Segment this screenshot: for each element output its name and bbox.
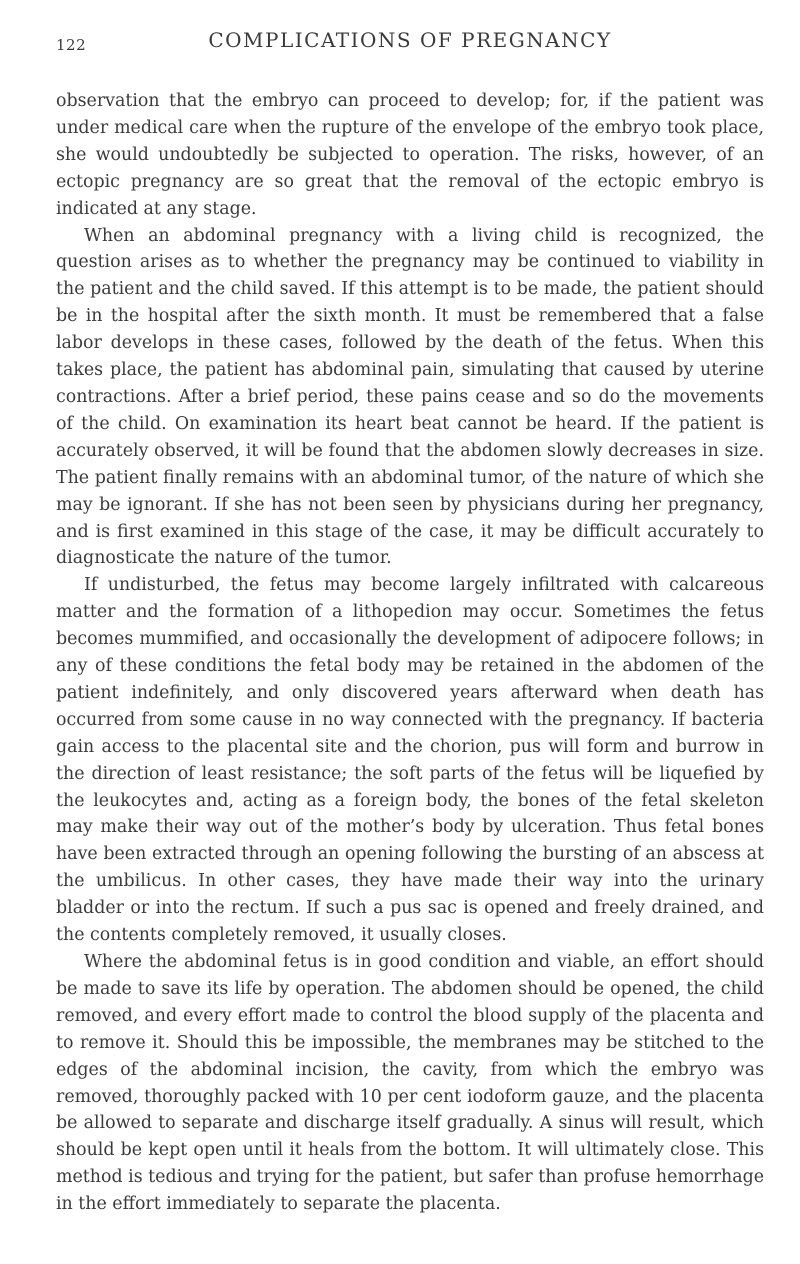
- paragraph-abdominal-pregnancy: When an abdominal pregnancy with a living child is recognized, the question arises as to whether the pregnancy may be continued to viability in the patient and the child saved. If this attempt is to be made, the patient should be in the hospital after the sixth month. It must be remembered that a false labor develops in these cases, followed by the death of the fetus. When this takes place, the patient has abdominal pain, simulating that caused by uterine contractions. After a brief period, these pains cease and so do the movements of the child. On examination its heart beat cannot be heard. If the patient is accurately observed, it will be found that the abdomen slowly decreases in size. The patient finally remains with an abdominal tumor, of the nature of which she may be ignorant. If she has not been seen by physicians during her pregnancy, and is first examined in this stage of the case, it may be difficult accurately to diagnosticate the nature of the tumor.: [56, 225, 764, 569]
- book-page: [56, 22, 764, 1218]
- paragraph-undisturbed-fetus: If undisturbed, the fetus may become largely infiltrated with calcareous matter and the formation of a lithopedion may occur. Sometimes the fetus becomes mummified, and occasionally the development of adipocere follows; in any of these conditions the fetal body may be retained in the abdomen of the patient indefinitely, and only discovered years afterward when death has occurred from some cause in no way connected with the pregnancy. If bacteria gain access to the placental site and the chorion, pus will form and burrow in the direction of least resistance; the soft parts of the fetus will be liquefied by the leukocytes and, acting as a foreign body, the bones of the fetal skeleton may make their way out of the mother’s body by ulceration. Thus fetal bones have been extracted through an opening following the bursting of an abscess at the umbilicus. In other cases, they have made their way into the urinary bladder or into the rectum. If such a pus sac is opened and freely drained, and the contents completely removed, it usually closes.: [56, 575, 764, 946]
- page-body: [56, 88, 764, 1218]
- running-head: [56, 22, 764, 62]
- page-number: 122: [56, 36, 87, 54]
- paragraph-continuation: observation that the embryo can proceed to develop; for, if the patient was under medical care when the rupture of the envelope of the embryo took place, she would undoubtedly be subjected to operation. The risks, however, of an ectopic pregnancy are so great that the removal of the ectopic embryo is indicated at any stage.: [56, 91, 764, 219]
- running-title: COMPLICATIONS OF PREGNANCY: [208, 28, 612, 52]
- paragraph-operation: Where the abdominal fetus is in good condition and viable, an effort should be made to save its life by operation. The abdomen should be opened, the child removed, and every effort made to control the blood supply of the placenta and to remove it. Should this be impossible, the membranes may be stitched to the edges of the abdominal incision, the cavity, from which the embryo was removed, thoroughly packed with 10 per cent iodoform gauze, and the placenta be allowed to separate and discharge itself gradually. A sinus will result, which should be kept open until it heals from the bottom. It will ultimately close. This method is tedious and trying for the patient, but safer than profuse hemorrhage in the effort immediately to separate the placenta.: [56, 952, 764, 1215]
